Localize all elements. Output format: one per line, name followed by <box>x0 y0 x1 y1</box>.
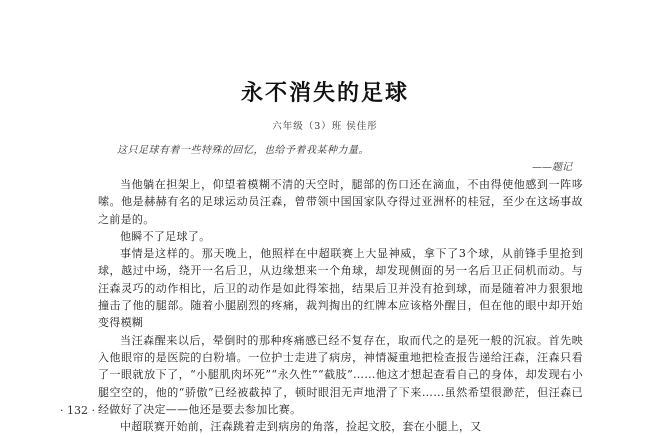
paragraph: 当汪森醒来以后，晕倒时的那种疼痛感已经不复存在，取而代之的是死一般的沉寂。首先映入他眼帘的是医院的白粉墙。一位护士走进了病房，神情凝重地把检查报告递给汪森，汪森只看了一眼就放下了，“小腿肌肉坏死”“永久性”“截肢”……他这才想起查看自己的身体，却发现右小腿空空的，他的“骄傲”已经被截掉了，顿时眼泪无声地滑了下来……虽然希望很渺茫，但汪森已经做好了决定——他还是要去参加比赛。 <box>98 333 583 416</box>
epigraph-source: ——题记 <box>532 162 572 173</box>
epigraph: 这只足球有着一些特殊的回忆，也给予着我某种力量。 <box>117 145 369 156</box>
paragraph: 当他躺在担架上，仰望着模糊不清的天空时，腿部的伤口还在滴血，不由得使他感到一阵哆嗦。他是赫赫有名的足球运动员汪森，曾带领中国国家队夺得过亚洲杯的桂冠，至少在这场事故之前是的。 <box>98 178 583 226</box>
page-number: · 132 · <box>60 404 95 417</box>
paragraph: 事情是这样的。那天晚上，他照样在中超联赛上大显神威，拿下了3个球，从前锋手里抢到球，越过中场，绕开一名后卫，从边缘想来一个角球，却发现侧面的另一名后卫正伺机而动。与汪森灵巧的动作相比，后卫的动作是如此得笨拙，结果后卫并没有抢到球，而是随着冲力狠狠地撞击了他的腿部。随着小腿剧烈的疼痛，裁判掏出的红牌本应该格外醒目，但在他的眼中却开始变得模糊 <box>98 247 583 330</box>
article-body <box>98 176 583 435</box>
paragraph: 中超联赛开始前，汪森跳着走到病房的角落，捡起文胶，套在小腿上，又 <box>120 420 482 434</box>
paragraph: 他瞬不了足球了。 <box>120 229 211 243</box>
article-title: 永不消失的足球 <box>240 81 409 106</box>
article-author: 六年级（3）班 侯佳彤 <box>272 121 378 132</box>
